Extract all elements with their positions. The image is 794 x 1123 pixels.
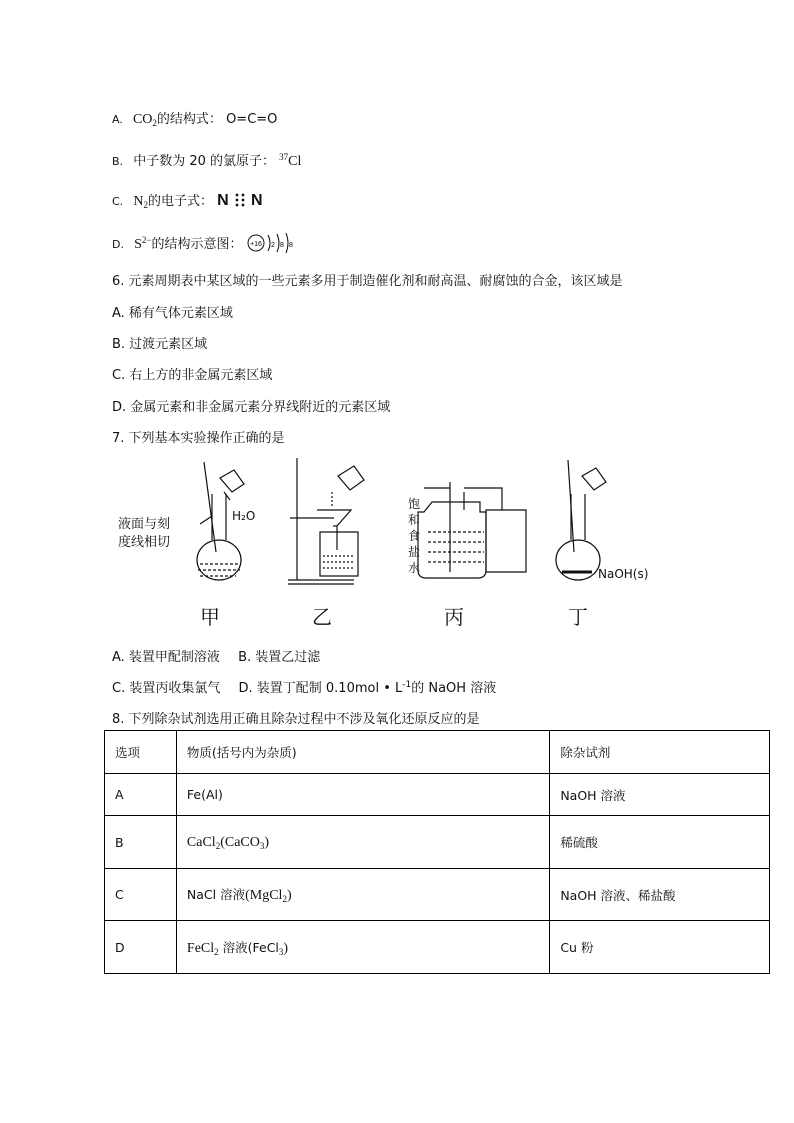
- structural-formula: O=C=O: [226, 112, 278, 127]
- row-substance: [176, 921, 549, 974]
- svg-text:8: 8: [288, 242, 293, 249]
- q5-option-b: [112, 150, 301, 170]
- q7-option-d: [238, 681, 496, 696]
- q7-option-b: B. 装置乙过滤: [238, 650, 321, 665]
- n2-formula: [133, 194, 148, 209]
- triple-bond-dots-icon: [233, 192, 247, 208]
- table-header-row: [105, 731, 770, 774]
- substance-b-sub: 3: [278, 946, 284, 957]
- q5-option-c: [112, 190, 263, 210]
- substance-a: (MgCl: [245, 888, 283, 903]
- substance-pre: NaCl 溶液: [186, 887, 246, 902]
- bing-v5: 水: [408, 561, 421, 575]
- substance-mid: 溶液(FeCl: [218, 939, 279, 955]
- option-d-sup: -1: [402, 680, 412, 690]
- formula-main: CO: [132, 112, 153, 127]
- substance-a-sub: 2: [215, 840, 221, 851]
- option-text: 的电子式：: [147, 194, 213, 209]
- label-bing: 丙: [444, 605, 464, 629]
- jia-note-2: 度线相切: [118, 535, 171, 550]
- sulfide-ion: [134, 237, 151, 252]
- row-option: B: [105, 816, 177, 869]
- bing-v3: 食: [408, 529, 421, 543]
- label-yi: 乙: [312, 605, 332, 629]
- formula-main: N: [133, 194, 144, 209]
- formula-sub: 2: [143, 200, 148, 210]
- q7-options-row-2: [112, 677, 496, 696]
- apparatus-yi: [288, 458, 364, 584]
- option-text: 中子数为 20 的氯原子：: [133, 154, 275, 169]
- substance-a: CaCl: [186, 834, 216, 850]
- option-text: 的结构示意图：: [151, 237, 243, 252]
- bing-v1: 饱: [408, 497, 421, 511]
- q6-stem: 6. 元素周期表中某区域的一些元素多用于制造催化剂和耐高温、耐腐蚀的合金，该区域是: [112, 274, 623, 289]
- substance-c: ): [264, 834, 270, 850]
- option-letter: A.: [112, 113, 123, 126]
- option-text: 的结构式：: [156, 112, 222, 127]
- table-row: [105, 774, 770, 816]
- header-substance: 物质(括号内为杂质): [176, 731, 549, 774]
- q7-option-c: C. 装置丙收集氯气: [112, 681, 221, 696]
- substance-a-sub: 2: [214, 946, 219, 957]
- substance-c: ): [283, 940, 289, 956]
- row-substance: [176, 869, 549, 921]
- apparatus-jia: [118, 462, 255, 580]
- svg-text:8: 8: [279, 242, 284, 249]
- row-option: D: [105, 921, 177, 974]
- bing-v4: 盐: [408, 545, 421, 559]
- row-substance: Fe(Al): [176, 774, 549, 816]
- co2-formula: [133, 112, 157, 127]
- option-letter: C.: [112, 195, 124, 208]
- row-option: A: [105, 774, 177, 816]
- row-substance: [176, 816, 549, 869]
- row-reagent: NaOH 溶液、稀盐酸: [550, 869, 770, 921]
- table-row: [105, 869, 770, 921]
- ion-charge: 2−: [141, 235, 152, 245]
- label-jia: 甲: [200, 605, 220, 629]
- ion-symbol: S: [134, 237, 142, 252]
- element-symbol: Cl: [288, 154, 302, 169]
- q5-option-d: [112, 232, 299, 254]
- substance-b: (CaCO: [220, 834, 260, 850]
- q6-option-d: D. 金属元素和非金属元素分界线附近的元素区域: [112, 400, 391, 415]
- impurity-removal-table: [104, 730, 770, 974]
- q7-option-a: A. 装置甲配制溶液: [112, 650, 220, 665]
- apparatus-bing: [408, 482, 526, 578]
- atomic-structure-diagram: [247, 232, 299, 254]
- option-d-post: 的 NaOH 溶液: [411, 681, 497, 696]
- mass-number: 37: [279, 152, 289, 162]
- q7-options-row-1: [112, 646, 320, 665]
- substance-b-sub: 3: [259, 840, 265, 851]
- q5-option-a: [112, 108, 277, 128]
- table-row: [105, 921, 770, 974]
- nucleus-charge: +16: [249, 241, 262, 248]
- jia-note-1: 液面与刻: [118, 517, 171, 532]
- q7-stem: 7. 下列基本实验操作正确的是: [112, 431, 285, 446]
- q6-option-c: C. 右上方的非金属元素区域: [112, 368, 273, 383]
- right-atom: N: [250, 192, 263, 209]
- table-row: [105, 816, 770, 869]
- option-letter: B.: [112, 155, 124, 168]
- substance-a-sub: 2: [282, 894, 287, 904]
- label-ding: 丁: [568, 605, 588, 629]
- row-reagent: Cu 粉: [550, 921, 770, 974]
- q8-stem: 8. 下列除杂试剂选用正确且除杂过程中不涉及氧化还原反应的是: [112, 712, 480, 727]
- naoh-label: NaOH(s): [598, 567, 649, 581]
- row-reagent: 稀硫酸: [550, 816, 770, 869]
- row-reagent: NaOH 溶液: [550, 774, 770, 816]
- substance-a: FeCl: [186, 940, 215, 956]
- option-d-pre: D. 装置丁配制 0.10mol • L: [238, 681, 403, 696]
- bing-v2: 和: [408, 513, 421, 527]
- header-reagent: 除杂试剂: [550, 731, 770, 774]
- isotope: [279, 154, 301, 169]
- substance-c: ): [286, 888, 292, 903]
- q6-option-a: A. 稀有气体元素区域: [112, 306, 233, 321]
- left-atom: N: [217, 192, 229, 209]
- row-option: C: [105, 869, 177, 921]
- lab-apparatus-figure: [112, 452, 672, 632]
- q6-option-b: B. 过渡元素区域: [112, 337, 208, 352]
- header-option: 选项: [105, 731, 177, 774]
- h2o-label: H₂O: [232, 509, 256, 523]
- option-letter: D.: [112, 238, 124, 251]
- svg-text:2: 2: [270, 242, 275, 249]
- formula-sub: 2: [152, 118, 157, 128]
- apparatus-ding: [556, 460, 648, 581]
